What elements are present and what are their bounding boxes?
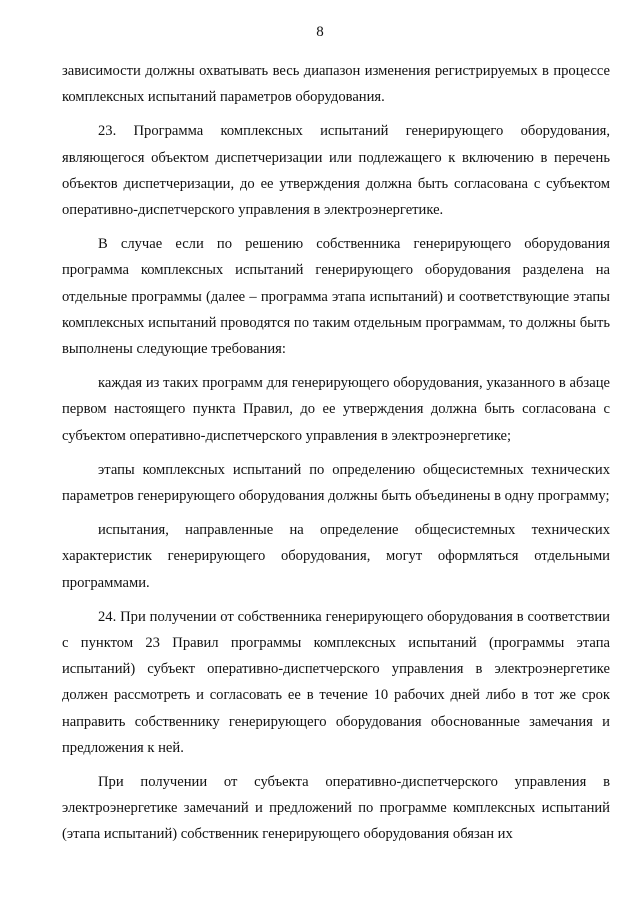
paragraph-requirement-separate-programs: испытания, направленные на определение общесистемных технических характеристик генерирующего оборудования, могут оформляться отдельными программами. xyxy=(62,522,610,591)
paragraph-item-23: 23. Программа комплексных испытаний генерирующего оборудования, являющегося объектом диспетчеризации или подлежащего к включению в перечень объектов диспетчеризации, до ее утверждения должна быть согласована с субъектом оперативно-диспетчерского управления в электроэнергетике. xyxy=(62,123,610,219)
paragraph-remarks: При получении от субъекта оперативно-диспетчерского управления в электроэнергетике замечаний и предложений по программе комплексных испытаний (этапа испытаний) собственник генерирующего оборудования обязан их xyxy=(62,774,610,843)
page-number: 8 xyxy=(316,24,324,40)
paragraph-continuation: зависимости должны охватывать весь диапазон изменения регистрируемых в процессе комплексных испытаний параметров оборудования. xyxy=(62,63,610,106)
document-body xyxy=(62,58,610,856)
paragraph-item-24: 24. При получении от собственника генерирующего оборудования в соответствии с пунктом 23 Правил программы комплексных испытаний (программы этапа испытаний) субъект оперативно-диспетчерского управления в электроэнергетике должен рассмотреть и согласовать ее в течение 10 рабочих дней либо в тот же срок направить собственнику генерирующего оборудования обоснованные замечания и предложения к ней. xyxy=(62,608,610,756)
paragraph-requirement-single-program: этапы комплексных испытаний по определению общесистемных технических параметров генерирующего оборудования должны быть объединены в одну программу; xyxy=(62,461,610,505)
paragraph-split-programs: В случае если по решению собственника генерирующего оборудования программа комплексных испытаний генерирующего оборудования разделена на отдельные программы (далее – программа этапа испытаний) и соответствующие этапы комплексных испытаний проводятся по таким отдельным программам, то должны быть выполнены следующие требования: xyxy=(62,236,610,358)
paragraph-requirement-approval: каждая из таких программ для генерирующего оборудования, указанного в абзаце первом настоящего пункта Правил, до ее утверждения должна быть согласована с субъектом оперативно-диспетчерского управления в электроэнергетике; xyxy=(62,375,610,444)
